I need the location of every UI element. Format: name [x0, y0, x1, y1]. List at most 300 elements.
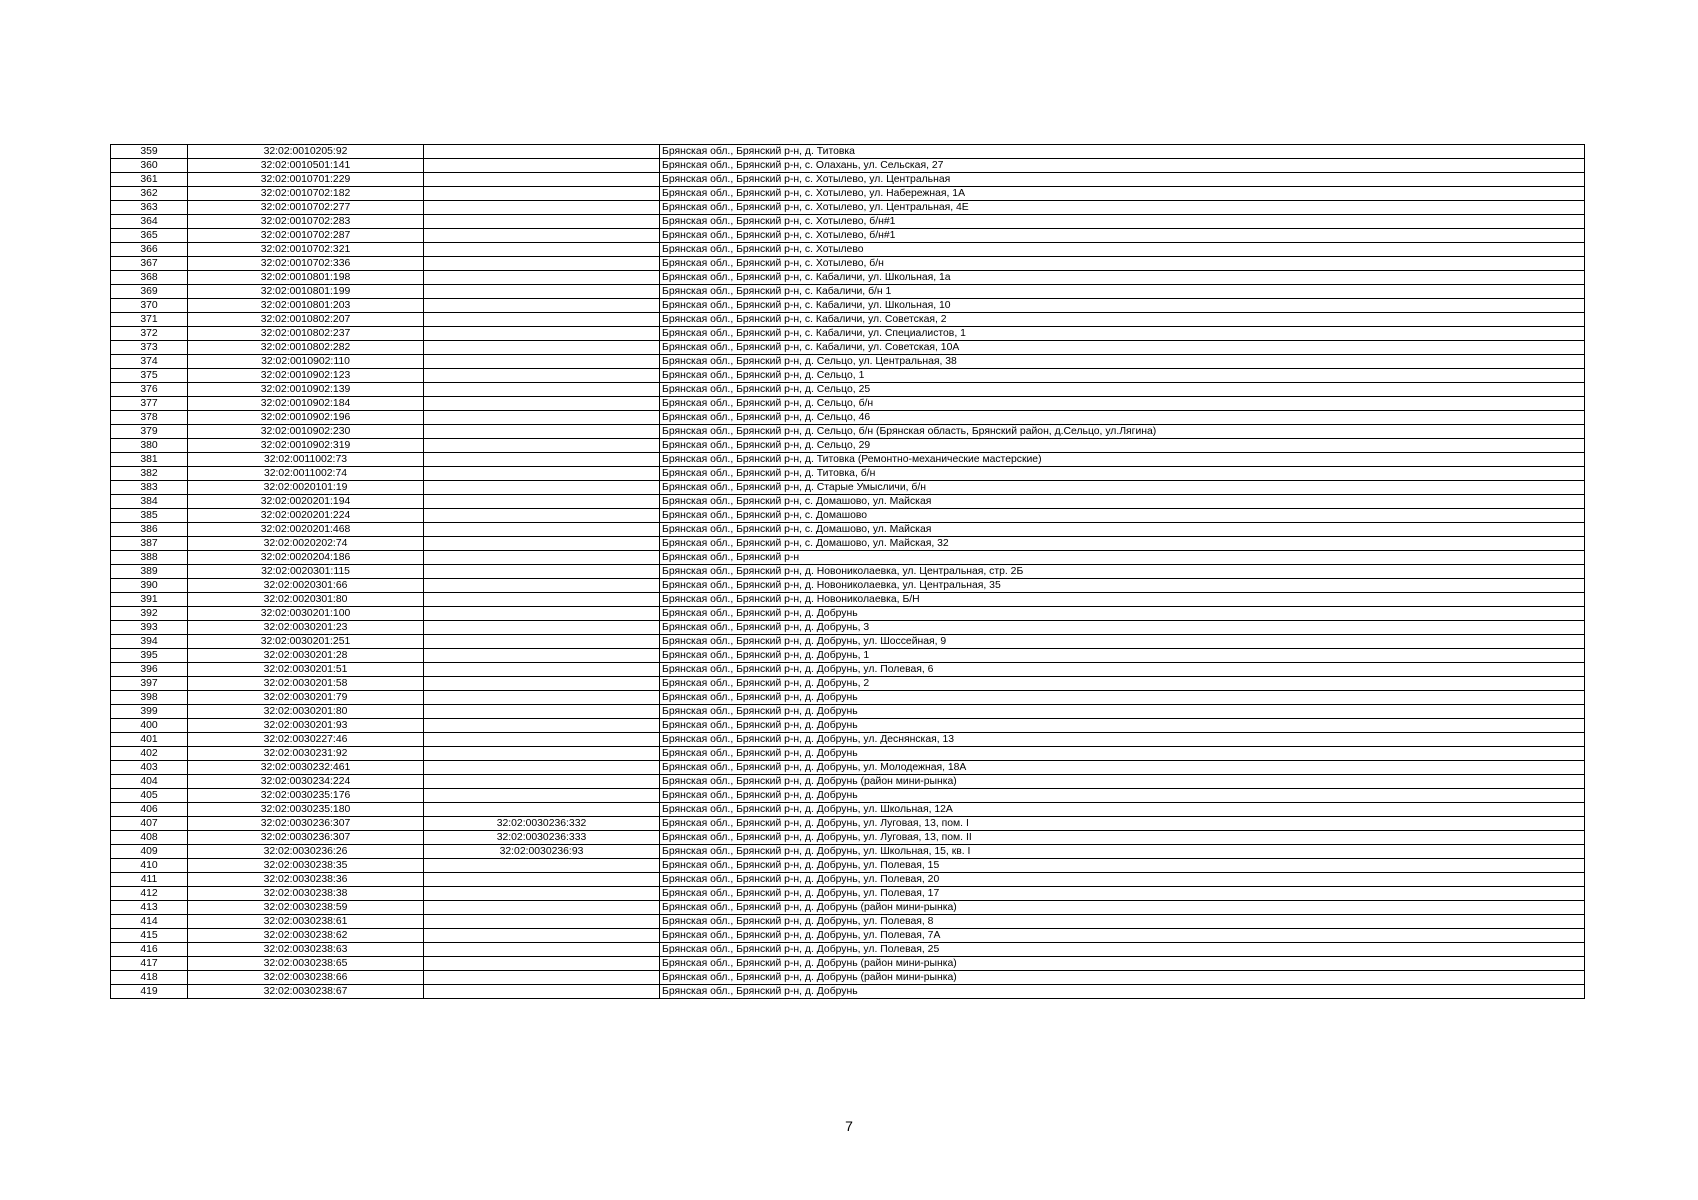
row-number-cell: 407	[111, 817, 188, 831]
related-cadastral-number-cell	[424, 565, 660, 579]
address-cell: Брянская обл., Брянский р-н, с. Домашово	[660, 509, 1585, 523]
related-cadastral-number-cell	[424, 341, 660, 355]
cadastral-number-cell: 32:02:0020301:115	[188, 565, 424, 579]
cadastral-number-cell: 32:02:0010702:277	[188, 201, 424, 215]
cadastral-number-cell: 32:02:0010902:196	[188, 411, 424, 425]
table-row	[111, 929, 1585, 943]
row-number-cell: 378	[111, 411, 188, 425]
cadastral-number-cell: 32:02:0030227:46	[188, 733, 424, 747]
related-cadastral-number-cell	[424, 285, 660, 299]
related-cadastral-number-cell	[424, 439, 660, 453]
cadastral-number-cell: 32:02:0030238:59	[188, 901, 424, 915]
cadastral-number-cell: 32:02:0010701:229	[188, 173, 424, 187]
row-number-cell: 371	[111, 313, 188, 327]
row-number-cell: 418	[111, 971, 188, 985]
cadastral-number-cell: 32:02:0020301:66	[188, 579, 424, 593]
row-number-cell: 412	[111, 887, 188, 901]
row-number-cell: 396	[111, 663, 188, 677]
address-cell: Брянская обл., Брянский р-н, д. Добрунь, ул. Молодежная, 18А	[660, 761, 1585, 775]
cadastral-number-cell: 32:02:0010801:203	[188, 299, 424, 313]
row-number-cell: 375	[111, 369, 188, 383]
related-cadastral-number-cell	[424, 257, 660, 271]
related-cadastral-number-cell	[424, 635, 660, 649]
related-cadastral-number-cell	[424, 537, 660, 551]
row-number-cell: 366	[111, 243, 188, 257]
related-cadastral-number-cell	[424, 789, 660, 803]
related-cadastral-number-cell	[424, 369, 660, 383]
address-cell: Брянская обл., Брянский р-н, д. Добрунь, 2	[660, 677, 1585, 691]
cadastral-number-cell: 32:02:0030238:63	[188, 943, 424, 957]
cadastral-number-cell: 32:02:0010205:92	[188, 145, 424, 159]
table-row	[111, 691, 1585, 705]
related-cadastral-number-cell	[424, 313, 660, 327]
address-cell: Брянская обл., Брянский р-н, д. Добрунь, ул. Полевая, 25	[660, 943, 1585, 957]
row-number-cell: 408	[111, 831, 188, 845]
cadastral-number-cell: 32:02:0020201:224	[188, 509, 424, 523]
table-row	[111, 831, 1585, 845]
cadastral-number-cell: 32:02:0030238:61	[188, 915, 424, 929]
related-cadastral-number-cell	[424, 747, 660, 761]
table-row	[111, 957, 1585, 971]
table-row	[111, 635, 1585, 649]
related-cadastral-number-cell: 32:02:0030236:93	[424, 845, 660, 859]
related-cadastral-number-cell	[424, 145, 660, 159]
related-cadastral-number-cell	[424, 985, 660, 999]
related-cadastral-number-cell	[424, 691, 660, 705]
related-cadastral-number-cell	[424, 453, 660, 467]
cadastral-number-cell: 32:02:0010801:199	[188, 285, 424, 299]
address-cell: Брянская обл., Брянский р-н, с. Хотылево, б/н	[660, 257, 1585, 271]
row-number-cell: 391	[111, 593, 188, 607]
table-row	[111, 537, 1585, 551]
row-number-cell: 390	[111, 579, 188, 593]
address-cell: Брянская обл., Брянский р-н, с. Кабаличи, ул. Специалистов, 1	[660, 327, 1585, 341]
address-cell: Брянская обл., Брянский р-н, с. Кабаличи, б/н 1	[660, 285, 1585, 299]
cadastral-number-cell: 32:02:0030238:66	[188, 971, 424, 985]
row-number-cell: 388	[111, 551, 188, 565]
cadastral-number-cell: 32:02:0030238:36	[188, 873, 424, 887]
row-number-cell: 373	[111, 341, 188, 355]
address-cell: Брянская обл., Брянский р-н, д. Добрунь, 1	[660, 649, 1585, 663]
address-cell: Брянская обл., Брянский р-н, д. Добрунь	[660, 985, 1585, 999]
row-number-cell: 374	[111, 355, 188, 369]
related-cadastral-number-cell	[424, 901, 660, 915]
address-cell: Брянская обл., Брянский р-н, с. Кабаличи, ул. Советская, 10А	[660, 341, 1585, 355]
table-row	[111, 607, 1585, 621]
address-cell: Брянская обл., Брянский р-н, с. Домашово, ул. Майская, 32	[660, 537, 1585, 551]
address-cell: Брянская обл., Брянский р-н, д. Добрунь	[660, 607, 1585, 621]
cadastral-number-cell: 32:02:0010702:287	[188, 229, 424, 243]
related-cadastral-number-cell	[424, 299, 660, 313]
table-row	[111, 621, 1585, 635]
cadastral-number-cell: 32:02:0010802:207	[188, 313, 424, 327]
cadastral-number-cell: 32:02:0010802:282	[188, 341, 424, 355]
row-number-cell: 363	[111, 201, 188, 215]
table-row	[111, 495, 1585, 509]
row-number-cell: 409	[111, 845, 188, 859]
row-number-cell: 386	[111, 523, 188, 537]
address-cell: Брянская обл., Брянский р-н, д. Добрунь, ул. Полевая, 8	[660, 915, 1585, 929]
related-cadastral-number-cell	[424, 481, 660, 495]
address-cell: Брянская обл., Брянский р-н, д. Сельцо, 1	[660, 369, 1585, 383]
table-row	[111, 845, 1585, 859]
related-cadastral-number-cell	[424, 271, 660, 285]
related-cadastral-number-cell: 32:02:0030236:332	[424, 817, 660, 831]
table-row	[111, 733, 1585, 747]
address-cell: Брянская обл., Брянский р-н, д. Новониколаевка, Б/Н	[660, 593, 1585, 607]
address-cell: Брянская обл., Брянский р-н, д. Добрунь	[660, 719, 1585, 733]
address-cell: Брянская обл., Брянский р-н, д. Добрунь, ул. Полевая, 17	[660, 887, 1585, 901]
row-number-cell: 362	[111, 187, 188, 201]
address-cell: Брянская обл., Брянский р-н, д. Добрунь (район мини-рынка)	[660, 957, 1585, 971]
table-row	[111, 677, 1585, 691]
cadastral-number-cell: 32:02:0010902:319	[188, 439, 424, 453]
related-cadastral-number-cell	[424, 663, 660, 677]
related-cadastral-number-cell	[424, 873, 660, 887]
row-number-cell: 393	[111, 621, 188, 635]
row-number-cell: 382	[111, 467, 188, 481]
table-row	[111, 551, 1585, 565]
related-cadastral-number-cell	[424, 719, 660, 733]
row-number-cell: 383	[111, 481, 188, 495]
cadastral-number-cell: 32:02:0010801:198	[188, 271, 424, 285]
cadastral-number-cell: 32:02:0030201:100	[188, 607, 424, 621]
row-number-cell: 411	[111, 873, 188, 887]
table-row	[111, 271, 1585, 285]
address-cell: Брянская обл., Брянский р-н, с. Кабаличи, ул. Школьная, 10	[660, 299, 1585, 313]
row-number-cell: 376	[111, 383, 188, 397]
cadastral-number-cell: 32:02:0020201:194	[188, 495, 424, 509]
cadastral-number-cell: 32:02:0030201:80	[188, 705, 424, 719]
related-cadastral-number-cell: 32:02:0030236:333	[424, 831, 660, 845]
related-cadastral-number-cell	[424, 425, 660, 439]
related-cadastral-number-cell	[424, 943, 660, 957]
related-cadastral-number-cell	[424, 761, 660, 775]
row-number-cell: 392	[111, 607, 188, 621]
address-cell: Брянская обл., Брянский р-н, д. Добрунь, 3	[660, 621, 1585, 635]
related-cadastral-number-cell	[424, 411, 660, 425]
cadastral-number-cell: 32:02:0010902:230	[188, 425, 424, 439]
address-cell: Брянская обл., Брянский р-н, с. Кабаличи, ул. Школьная, 1а	[660, 271, 1585, 285]
address-cell: Брянская обл., Брянский р-н, д. Новониколаевка, ул. Центральная, 35	[660, 579, 1585, 593]
table-row	[111, 285, 1585, 299]
cadastral-number-cell: 32:02:0010702:321	[188, 243, 424, 257]
related-cadastral-number-cell	[424, 159, 660, 173]
table-row	[111, 859, 1585, 873]
table-row	[111, 453, 1585, 467]
table-row	[111, 439, 1585, 453]
table-row	[111, 229, 1585, 243]
related-cadastral-number-cell	[424, 397, 660, 411]
address-cell: Брянская обл., Брянский р-н, с. Хотылево	[660, 243, 1585, 257]
address-cell: Брянская обл., Брянский р-н, д. Добрунь	[660, 705, 1585, 719]
table-row	[111, 467, 1585, 481]
cadastral-number-cell: 32:02:0030236:26	[188, 845, 424, 859]
related-cadastral-number-cell	[424, 957, 660, 971]
row-number-cell: 380	[111, 439, 188, 453]
cadastral-number-cell: 32:02:0011002:73	[188, 453, 424, 467]
table-row	[111, 803, 1585, 817]
address-cell: Брянская обл., Брянский р-н, д. Титовка	[660, 145, 1585, 159]
related-cadastral-number-cell	[424, 383, 660, 397]
related-cadastral-number-cell	[424, 215, 660, 229]
table-row	[111, 215, 1585, 229]
related-cadastral-number-cell	[424, 229, 660, 243]
address-cell: Брянская обл., Брянский р-н, д. Добрунь, ул. Полевая, 15	[660, 859, 1585, 873]
page-number: 7	[845, 1118, 853, 1134]
table-row	[111, 817, 1585, 831]
table-row	[111, 257, 1585, 271]
related-cadastral-number-cell	[424, 621, 660, 635]
cadastral-number-cell: 32:02:0030201:23	[188, 621, 424, 635]
table-row	[111, 873, 1585, 887]
table-row	[111, 397, 1585, 411]
related-cadastral-number-cell	[424, 579, 660, 593]
cadastral-number-cell: 32:02:0030238:62	[188, 929, 424, 943]
address-cell: Брянская обл., Брянский р-н, д. Добрунь, ул. Полевая, 6	[660, 663, 1585, 677]
table-row	[111, 705, 1585, 719]
row-number-cell: 381	[111, 453, 188, 467]
address-cell: Брянская обл., Брянский р-н, д. Добрунь, ул. Луговая, 13, пом. I	[660, 817, 1585, 831]
row-number-cell: 406	[111, 803, 188, 817]
table-row	[111, 299, 1585, 313]
row-number-cell: 361	[111, 173, 188, 187]
cadastral-number-cell: 32:02:0030231:92	[188, 747, 424, 761]
cadastral-number-cell: 32:02:0020201:468	[188, 523, 424, 537]
cadastral-number-cell: 32:02:0010702:283	[188, 215, 424, 229]
address-cell: Брянская обл., Брянский р-н	[660, 551, 1585, 565]
table-row	[111, 761, 1585, 775]
row-number-cell: 416	[111, 943, 188, 957]
address-cell: Брянская обл., Брянский р-н, с. Олахань, ул. Сельская, 27	[660, 159, 1585, 173]
table-row	[111, 327, 1585, 341]
table-row	[111, 789, 1585, 803]
related-cadastral-number-cell	[424, 649, 660, 663]
cadastral-number-cell: 32:02:0010902:184	[188, 397, 424, 411]
row-number-cell: 372	[111, 327, 188, 341]
address-cell: Брянская обл., Брянский р-н, д. Титовка (Ремонтно-механические мастерские)	[660, 453, 1585, 467]
related-cadastral-number-cell	[424, 467, 660, 481]
table-row	[111, 243, 1585, 257]
related-cadastral-number-cell	[424, 929, 660, 943]
address-cell: Брянская обл., Брянский р-н, с. Хотылево, ул. Центральная	[660, 173, 1585, 187]
table-row	[111, 579, 1585, 593]
table-row	[111, 383, 1585, 397]
table-row	[111, 775, 1585, 789]
table-row	[111, 187, 1585, 201]
cadastral-number-cell: 32:02:0030201:79	[188, 691, 424, 705]
table-body	[111, 145, 1585, 999]
cadastral-number-cell: 32:02:0020204:186	[188, 551, 424, 565]
table-row	[111, 341, 1585, 355]
address-cell: Брянская обл., Брянский р-н, д. Сельцо, 46	[660, 411, 1585, 425]
address-cell: Брянская обл., Брянский р-н, с. Кабаличи, ул. Советская, 2	[660, 313, 1585, 327]
address-cell: Брянская обл., Брянский р-н, д. Сельцо, б/н (Брянская область, Брянский район, д.Сельцо, ул.Лягина)	[660, 425, 1585, 439]
cadastral-number-cell: 32:02:0030236:307	[188, 817, 424, 831]
cadastral-number-cell: 32:02:0030238:67	[188, 985, 424, 999]
related-cadastral-number-cell	[424, 327, 660, 341]
row-number-cell: 414	[111, 915, 188, 929]
address-cell: Брянская обл., Брянский р-н, д. Добрунь, ул. Шоссейная, 9	[660, 635, 1585, 649]
table-row	[111, 425, 1585, 439]
cadastral-number-cell: 32:02:0010802:237	[188, 327, 424, 341]
cadastral-number-cell: 32:02:0010702:336	[188, 257, 424, 271]
table-row	[111, 663, 1585, 677]
cadastral-number-cell: 32:02:0030201:51	[188, 663, 424, 677]
cadastral-number-cell: 32:02:0010902:110	[188, 355, 424, 369]
address-cell: Брянская обл., Брянский р-н, д. Добрунь	[660, 747, 1585, 761]
cadastral-number-cell: 32:02:0030238:38	[188, 887, 424, 901]
row-number-cell: 415	[111, 929, 188, 943]
row-number-cell: 395	[111, 649, 188, 663]
related-cadastral-number-cell	[424, 593, 660, 607]
related-cadastral-number-cell	[424, 551, 660, 565]
table-row	[111, 481, 1585, 495]
related-cadastral-number-cell	[424, 495, 660, 509]
related-cadastral-number-cell	[424, 187, 660, 201]
row-number-cell: 367	[111, 257, 188, 271]
related-cadastral-number-cell	[424, 509, 660, 523]
related-cadastral-number-cell	[424, 677, 660, 691]
address-cell: Брянская обл., Брянский р-н, с. Хотылево, б/н#1	[660, 215, 1585, 229]
address-cell: Брянская обл., Брянский р-н, с. Хотылево, ул. Центральная, 4Е	[660, 201, 1585, 215]
table-row	[111, 915, 1585, 929]
row-number-cell: 385	[111, 509, 188, 523]
address-cell: Брянская обл., Брянский р-н, с. Хотылево, ул. Набережная, 1А	[660, 187, 1585, 201]
cadastral-number-cell: 32:02:0030238:65	[188, 957, 424, 971]
table-row	[111, 943, 1585, 957]
row-number-cell: 397	[111, 677, 188, 691]
address-cell: Брянская обл., Брянский р-н, д. Добрунь	[660, 789, 1585, 803]
address-cell: Брянская обл., Брянский р-н, д. Сельцо, 29	[660, 439, 1585, 453]
row-number-cell: 370	[111, 299, 188, 313]
row-number-cell: 405	[111, 789, 188, 803]
table-row	[111, 719, 1585, 733]
cadastral-number-cell: 32:02:0030234:224	[188, 775, 424, 789]
address-cell: Брянская обл., Брянский р-н, с. Домашово, ул. Майская	[660, 495, 1585, 509]
table-row	[111, 985, 1585, 999]
table-row	[111, 313, 1585, 327]
table-row	[111, 887, 1585, 901]
cadastral-number-cell: 32:02:0010902:123	[188, 369, 424, 383]
cadastral-number-cell: 32:02:0030235:180	[188, 803, 424, 817]
cadastral-number-cell: 32:02:0010501:141	[188, 159, 424, 173]
address-cell: Брянская обл., Брянский р-н, д. Сельцо, ул. Центральная, 38	[660, 355, 1585, 369]
related-cadastral-number-cell	[424, 733, 660, 747]
property-table	[110, 144, 1585, 999]
address-cell: Брянская обл., Брянский р-н, с. Домашово, ул. Майская	[660, 523, 1585, 537]
cadastral-number-cell: 32:02:0030238:35	[188, 859, 424, 873]
related-cadastral-number-cell	[424, 859, 660, 873]
cadastral-number-cell: 32:02:0010702:182	[188, 187, 424, 201]
related-cadastral-number-cell	[424, 803, 660, 817]
address-cell: Брянская обл., Брянский р-н, д. Добрунь, ул. Школьная, 12А	[660, 803, 1585, 817]
address-cell: Брянская обл., Брянский р-н, д. Титовка, б/н	[660, 467, 1585, 481]
row-number-cell: 377	[111, 397, 188, 411]
row-number-cell: 401	[111, 733, 188, 747]
address-cell: Брянская обл., Брянский р-н, с. Хотылево, б/н#1	[660, 229, 1585, 243]
row-number-cell: 389	[111, 565, 188, 579]
row-number-cell: 399	[111, 705, 188, 719]
cadastral-number-cell: 32:02:0010902:139	[188, 383, 424, 397]
table-row	[111, 159, 1585, 173]
cadastral-number-cell: 32:02:0030201:251	[188, 635, 424, 649]
table-row	[111, 901, 1585, 915]
row-number-cell: 359	[111, 145, 188, 159]
table-row	[111, 565, 1585, 579]
address-cell: Брянская обл., Брянский р-н, д. Добрунь, ул. Полевая, 7А	[660, 929, 1585, 943]
cadastral-number-cell: 32:02:0011002:74	[188, 467, 424, 481]
table-row	[111, 971, 1585, 985]
cadastral-number-cell: 32:02:0030235:176	[188, 789, 424, 803]
row-number-cell: 400	[111, 719, 188, 733]
cadastral-number-cell: 32:02:0020101:19	[188, 481, 424, 495]
address-cell: Брянская обл., Брянский р-н, д. Сельцо, 25	[660, 383, 1585, 397]
related-cadastral-number-cell	[424, 775, 660, 789]
cadastral-number-cell: 32:02:0030201:28	[188, 649, 424, 663]
row-number-cell: 398	[111, 691, 188, 705]
row-number-cell: 410	[111, 859, 188, 873]
row-number-cell: 387	[111, 537, 188, 551]
table-row	[111, 523, 1585, 537]
cadastral-number-cell: 32:02:0030201:93	[188, 719, 424, 733]
row-number-cell: 369	[111, 285, 188, 299]
row-number-cell: 379	[111, 425, 188, 439]
address-cell: Брянская обл., Брянский р-н, д. Новониколаевка, ул. Центральная, стр. 2Б	[660, 565, 1585, 579]
table-row	[111, 509, 1585, 523]
address-cell: Брянская обл., Брянский р-н, д. Добрунь, ул. Луговая, 13, пом. II	[660, 831, 1585, 845]
row-number-cell: 360	[111, 159, 188, 173]
cadastral-number-cell: 32:02:0020301:80	[188, 593, 424, 607]
address-cell: Брянская обл., Брянский р-н, д. Добрунь, ул. Полевая, 20	[660, 873, 1585, 887]
related-cadastral-number-cell	[424, 915, 660, 929]
cadastral-number-cell: 32:02:0030236:307	[188, 831, 424, 845]
table-row	[111, 369, 1585, 383]
cadastral-number-cell: 32:02:0020202:74	[188, 537, 424, 551]
related-cadastral-number-cell	[424, 243, 660, 257]
row-number-cell: 403	[111, 761, 188, 775]
table-row	[111, 411, 1585, 425]
related-cadastral-number-cell	[424, 355, 660, 369]
related-cadastral-number-cell	[424, 607, 660, 621]
address-cell: Брянская обл., Брянский р-н, д. Добрунь, ул. Деснянская, 13	[660, 733, 1585, 747]
row-number-cell: 394	[111, 635, 188, 649]
related-cadastral-number-cell	[424, 173, 660, 187]
row-number-cell: 364	[111, 215, 188, 229]
related-cadastral-number-cell	[424, 971, 660, 985]
row-number-cell: 419	[111, 985, 188, 999]
row-number-cell: 384	[111, 495, 188, 509]
row-number-cell: 368	[111, 271, 188, 285]
address-cell: Брянская обл., Брянский р-н, д. Добрунь (район мини-рынка)	[660, 971, 1585, 985]
table-row	[111, 145, 1585, 159]
related-cadastral-number-cell	[424, 705, 660, 719]
address-cell: Брянская обл., Брянский р-н, д. Сельцо, б/н	[660, 397, 1585, 411]
row-number-cell: 402	[111, 747, 188, 761]
table-row	[111, 747, 1585, 761]
table-row	[111, 201, 1585, 215]
related-cadastral-number-cell	[424, 201, 660, 215]
address-cell: Брянская обл., Брянский р-н, д. Старые Умысличи, б/н	[660, 481, 1585, 495]
address-cell: Брянская обл., Брянский р-н, д. Добрунь	[660, 691, 1585, 705]
table-row	[111, 649, 1585, 663]
address-cell: Брянская обл., Брянский р-н, д. Добрунь, ул. Школьная, 15, кв. I	[660, 845, 1585, 859]
related-cadastral-number-cell	[424, 887, 660, 901]
table-row	[111, 593, 1585, 607]
row-number-cell: 365	[111, 229, 188, 243]
address-cell: Брянская обл., Брянский р-н, д. Добрунь (район мини-рынка)	[660, 901, 1585, 915]
table-row	[111, 355, 1585, 369]
